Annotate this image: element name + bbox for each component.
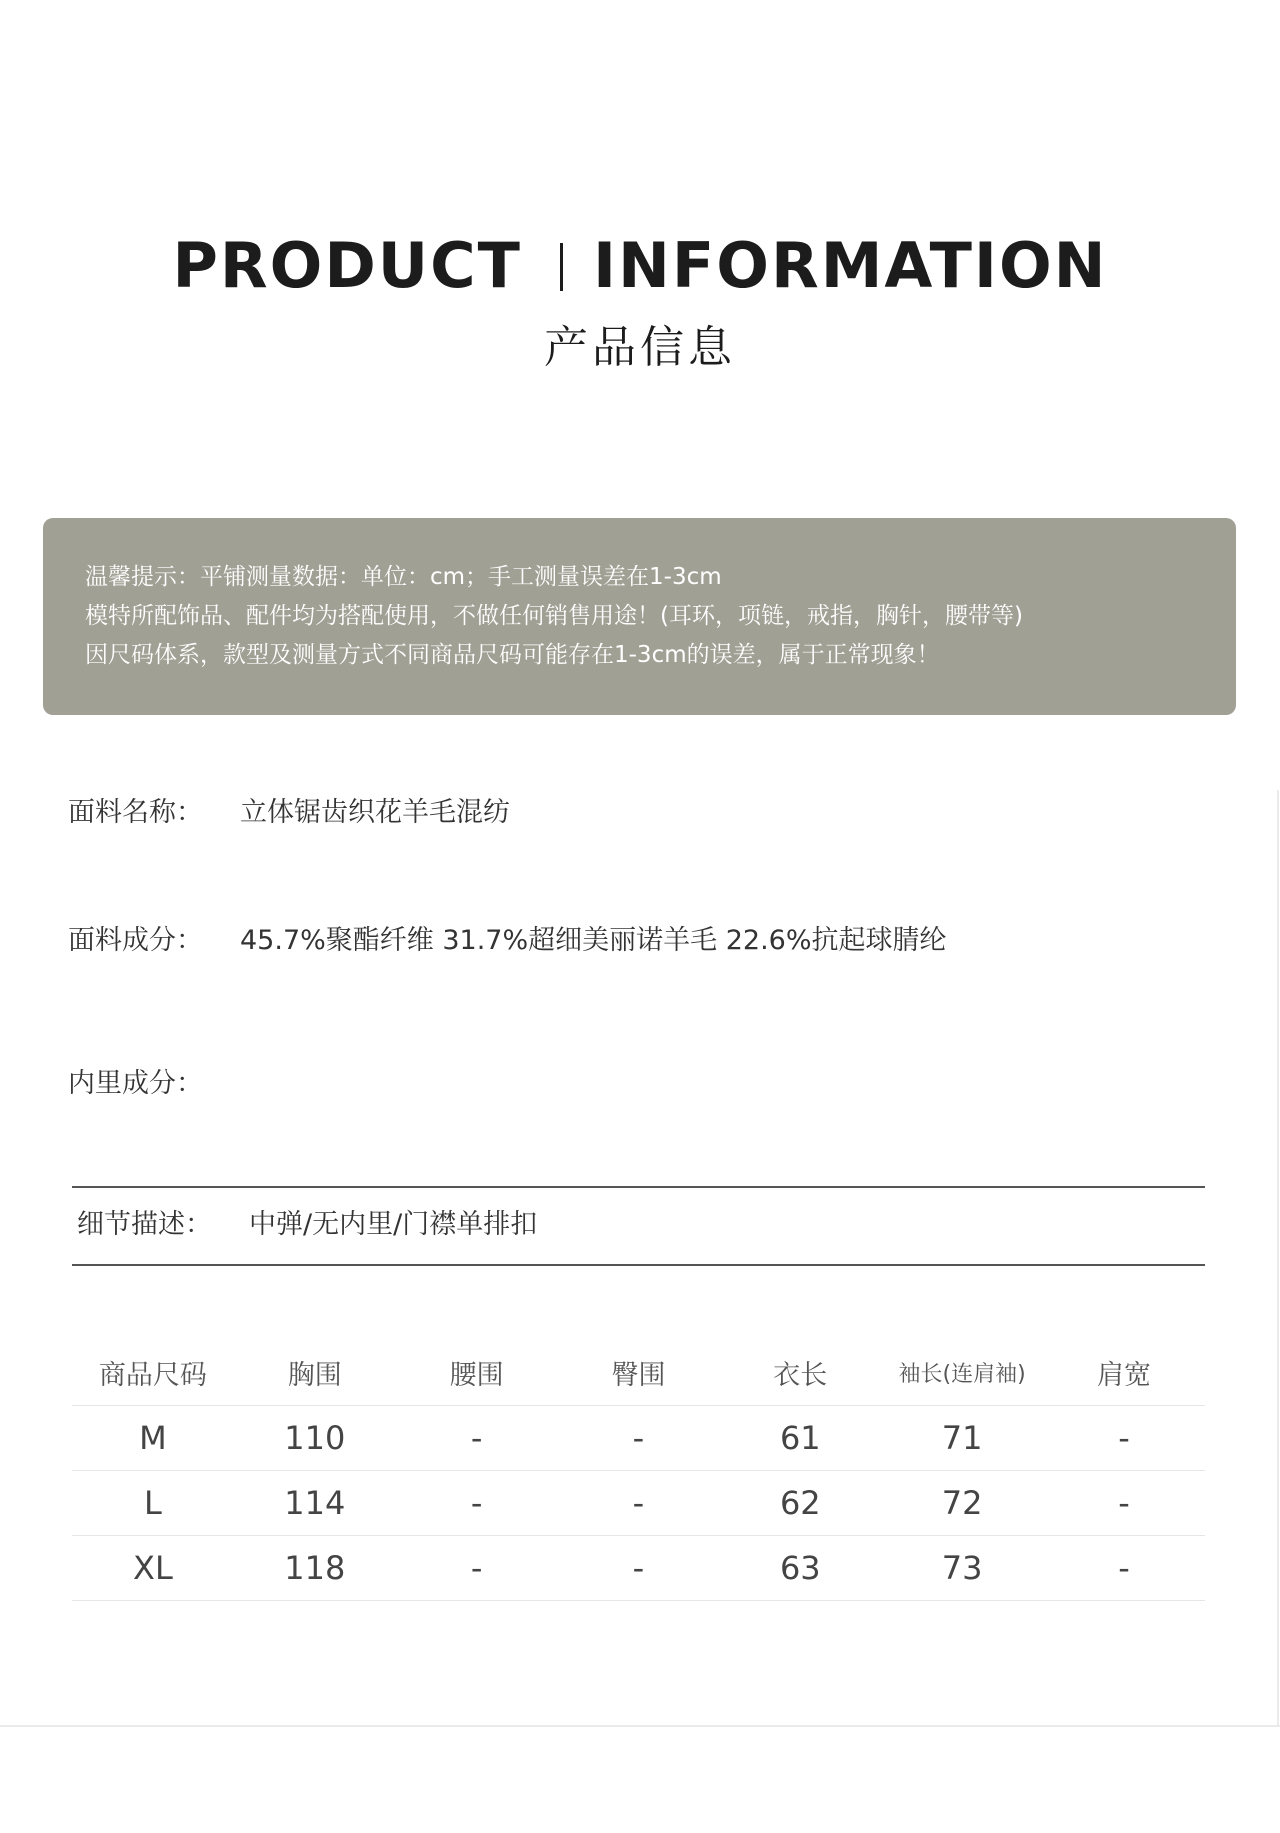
table-row	[72, 1405, 1205, 1470]
header-hip: 臀围	[558, 1340, 720, 1405]
length-cell: 62	[719, 1470, 881, 1535]
header-length: 衣长	[719, 1340, 881, 1405]
page-title-cn: 产品信息	[544, 322, 736, 373]
hip-cell: -	[558, 1470, 720, 1535]
notice-line-3: 因尺码体系，款型及测量方式不同商品尺码可能存在1-3cm的误差，属于正常现象！	[85, 642, 940, 668]
notice-line-2: 模特所配饰品、配件均为搭配使用，不做任何销售用途！(耳环，项链，戒指，胸针，腰带等)	[85, 603, 1023, 629]
shoulder-cell: -	[1043, 1535, 1205, 1600]
chest-cell: 110	[234, 1405, 396, 1470]
detail-divider-top	[72, 1186, 1205, 1188]
page-bottom-line	[0, 1725, 1280, 1727]
lining-composition-label: 内里成分：	[68, 1068, 203, 1099]
fabric-name-row	[68, 795, 510, 831]
shoulder-cell: -	[1043, 1405, 1205, 1470]
hip-cell: -	[558, 1535, 720, 1600]
size-cell: XL	[72, 1535, 234, 1600]
length-cell: 63	[719, 1535, 881, 1600]
shoulder-cell: -	[1043, 1470, 1205, 1535]
chest-cell: 114	[234, 1470, 396, 1535]
notice-box	[43, 518, 1236, 715]
title-information: INFORMATION	[592, 229, 1108, 302]
header-chest: 胸围	[234, 1340, 396, 1405]
header-waist: 腰围	[396, 1340, 558, 1405]
header-sleeve: 袖长(连肩袖)	[881, 1340, 1043, 1405]
detail-value: 中弹/无内里/门襟单排扣	[249, 1209, 538, 1240]
size-cell: M	[72, 1405, 234, 1470]
table-row	[72, 1470, 1205, 1535]
size-cell: L	[72, 1470, 234, 1535]
header-shoulder: 肩宽	[1043, 1340, 1205, 1405]
fabric-composition-value: 45.7%聚酯纤维 31.7%超细美丽诺羊毛 22.6%抗起球腈纶	[240, 925, 947, 956]
table-row	[72, 1535, 1205, 1600]
detail-divider-bottom	[72, 1264, 1205, 1266]
lining-composition-row	[68, 1066, 240, 1102]
size-table-header	[72, 1340, 1205, 1405]
waist-cell: -	[396, 1470, 558, 1535]
chest-cell: 118	[234, 1535, 396, 1600]
length-cell: 61	[719, 1405, 881, 1470]
size-table	[72, 1340, 1205, 1601]
waist-cell: -	[396, 1535, 558, 1600]
fabric-composition-label: 面料成分：	[68, 925, 203, 956]
detail-label: 细节描述：	[77, 1209, 212, 1240]
fabric-name-value: 立体锯齿织花羊毛混纺	[240, 797, 510, 828]
title-product: PRODUCT	[172, 229, 522, 302]
fabric-name-label: 面料名称：	[68, 797, 203, 828]
waist-cell: -	[396, 1405, 558, 1470]
detail-row	[77, 1207, 537, 1243]
sleeve-cell: 72	[881, 1470, 1043, 1535]
page-edge-line	[1277, 790, 1279, 1725]
page-title-en	[0, 229, 1280, 302]
sleeve-cell: 71	[881, 1405, 1043, 1470]
notice-line-1: 温馨提示：平铺测量数据：单位：cm；手工测量误差在1-3cm	[85, 564, 722, 590]
fabric-composition-row	[68, 923, 946, 959]
title-separator	[560, 243, 563, 291]
hip-cell: -	[558, 1405, 720, 1470]
header-size: 商品尺码	[72, 1340, 234, 1405]
sleeve-cell: 73	[881, 1535, 1043, 1600]
